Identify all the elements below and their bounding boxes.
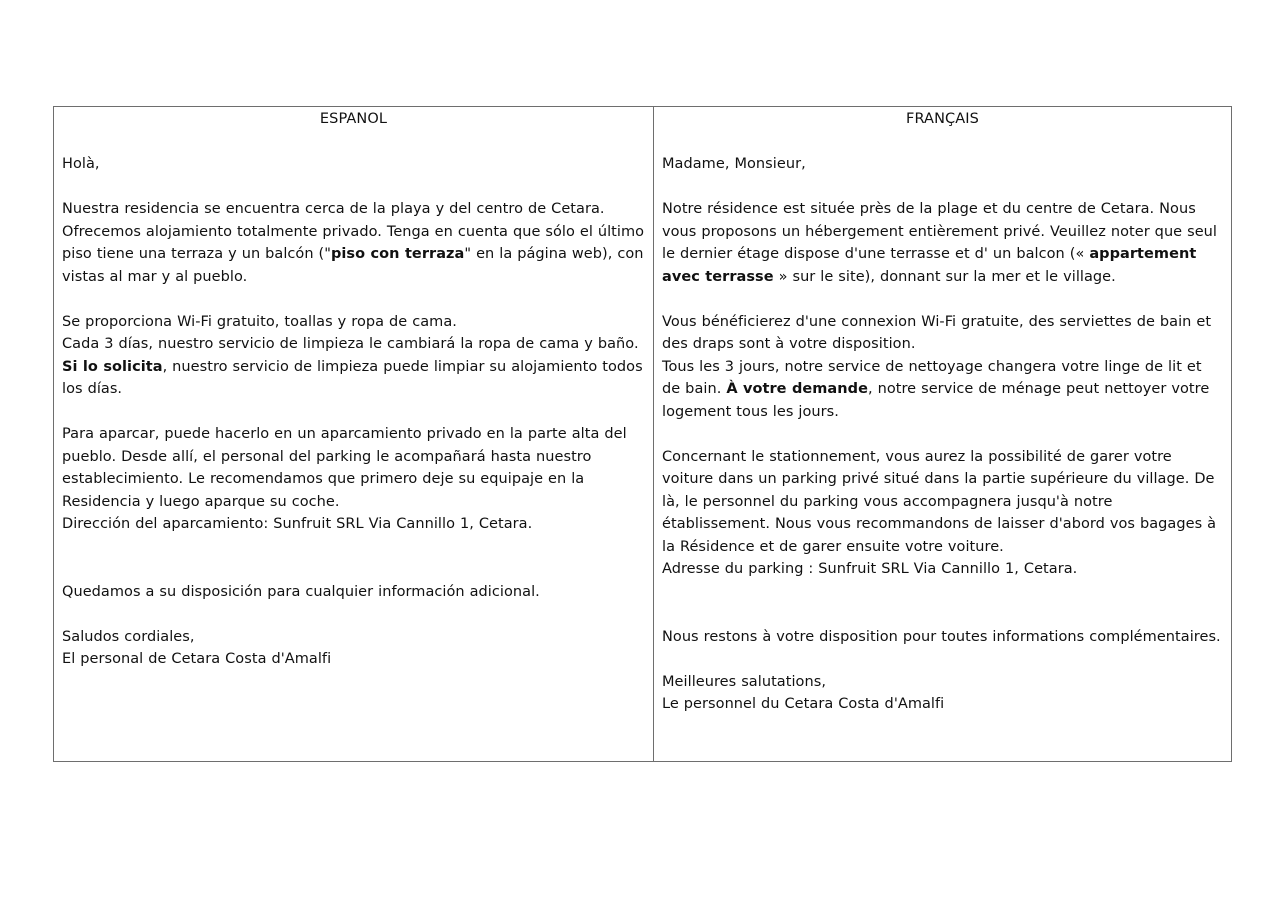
spanish-cleaning-paragraph [62,333,645,401]
spanish-column-header: ESPANOL [319,111,388,127]
french-cleaning-text-2: , notre service de ménage peut nettoyer votre logement tous les jours. [662,381,1210,420]
spanish-column [54,107,654,761]
french-wifi-paragraph: Vous bénéficierez d'une connexion Wi-Fi gratuite, des serviettes de bain et des draps sont à votre disposition. [662,313,1212,352]
french-parking-paragraph: Concernant le stationnement, vous aurez la possibilité de garer votre voiture dans un parking privé situé dans la partie supérieure du village. De là, le personnel du parking vous accompagnera jusqu'à notre établissement. Nous vous recommandons de laisser d'abord vos bagages à la Résidence et de garer ensuite votre voiture. [662,448,1217,555]
spanish-closing: Quedamos a su disposición para cualquier información adicional. [62,583,540,600]
french-parking-address: Adresse du parking : Sunfruit SRL Via Cannillo 1, Cetara. [662,561,1078,577]
spanish-intro-text-2: " en la página web), con vistas al mar y al pueblo. [62,246,644,285]
spanish-intro-bold: piso con terraza [330,246,465,262]
french-closing: Nous restons à votre disposition pour toutes informations complémentaires. [662,628,1221,645]
french-intro-paragraph [662,198,1223,288]
french-cleaning-bold: À votre demande [726,381,868,397]
french-cleaning-paragraph [662,356,1223,424]
spanish-regards: Saludos cordiales, [62,628,195,645]
french-intro-text-2: » sur le site), donnant sur la mer et le village. [773,268,1116,285]
french-signature: Le personnel du Cetara Costa d'Amalfi [662,696,945,712]
french-intro-bold: appartement avec terrasse [662,246,1197,285]
bilingual-table [53,106,1232,762]
spanish-cleaning-text-2: , nuestro servicio de limpieza puede limpiar su alojamiento todos los días. [62,358,643,397]
french-intro-text-1: Notre résidence est située près de la plage et du centre de Cetara. Nous vous proposons un hébergement entièrement privé. Veuillez noter que seul le dernier étage dispose d'une terrasse et d' un balcon (« [662,201,1218,262]
spanish-intro-text-1: Nuestra residencia se encuentra cerca de la playa y del centro de Cetara. Ofrecemos alojamiento totalmente privado. Tenga en cuenta que sólo el último piso tiene una terraza y un balcón (" [62,201,645,262]
french-column [654,107,1231,761]
spanish-signature: El personal de Cetara Costa d'Amalfi [62,651,332,667]
spanish-parking-address: Dirección del aparcamiento: Sunfruit SRL Via Cannillo 1, Cetara. [62,516,533,532]
spanish-greeting: Holà, [62,156,100,172]
spanish-cleaning-bold: Si lo solicita [62,358,163,375]
spanish-cleaning-text-1: Cada 3 días, nuestro servicio de limpieza le cambiará la ropa de cama y baño. [62,336,639,352]
french-regards: Meilleures salutations, [662,673,826,690]
french-column-header: FRANÇAIS [906,111,979,127]
french-cleaning-text-1: Tous les 3 jours, notre service de nettoyage changera votre linge de lit et de bain. [662,358,1202,397]
spanish-parking-paragraph: Para aparcar, puede hacerlo en un aparcamiento privado en la parte alta del pueblo. Desde allí, el personal del parking le acompañará hasta nuestro establecimiento. Le recomendamos que primero deje su equipaje en la Residencia y luego aparque su coche. [62,426,627,510]
french-greeting: Madame, Monsieur, [662,156,806,172]
spanish-intro-paragraph [62,198,645,288]
spanish-wifi-line: Se proporciona Wi-Fi gratuito, toallas y ropa de cama. [62,313,457,330]
